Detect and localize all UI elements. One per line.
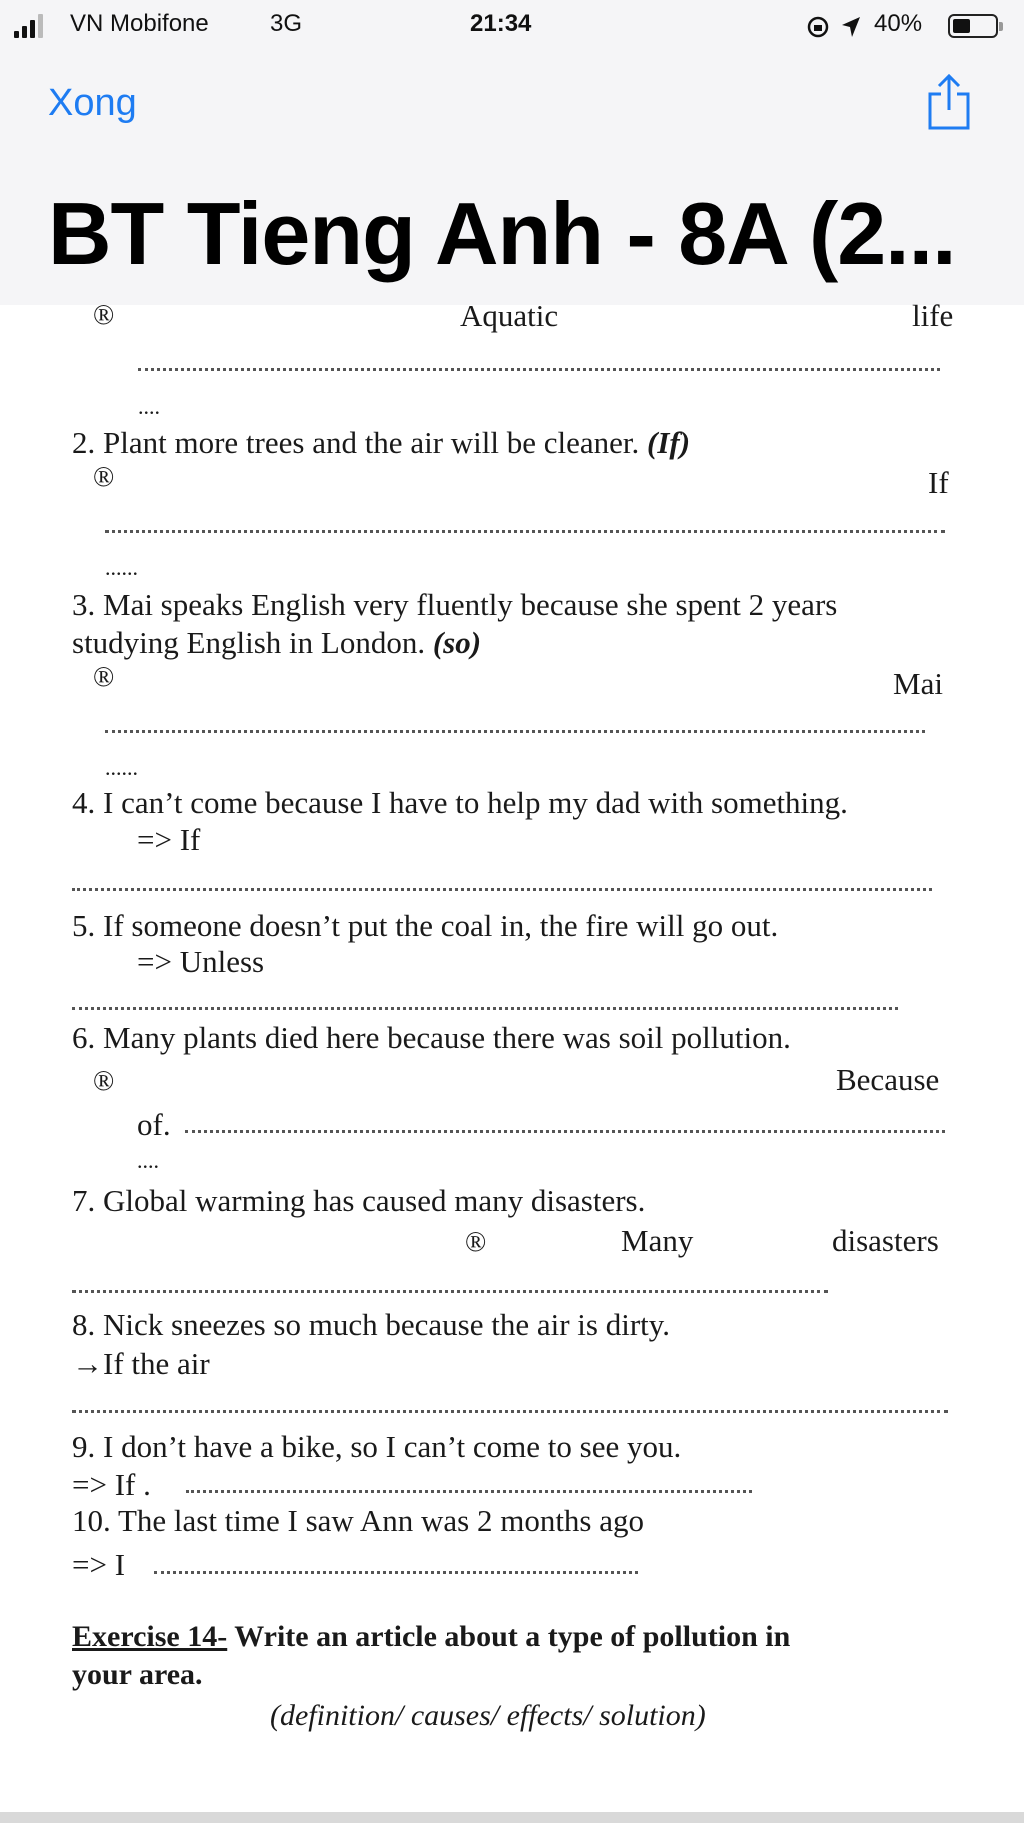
battery-icon [948, 14, 998, 38]
trailing-dots: ...... [105, 555, 138, 580]
battery-percent: 40% [874, 10, 923, 37]
exercise-14-heading: Exercise 14- Write an article about a type of pollution in [72, 1620, 791, 1653]
registered-symbol: ® [93, 662, 115, 693]
network-label: 3G [270, 10, 303, 37]
signal-icon [14, 14, 48, 38]
q6-answer-start: Because [836, 1062, 940, 1097]
question-3-line2: studying English in London. (so) [72, 625, 482, 660]
question-7: 7. Global warming has caused many disasters. [72, 1183, 646, 1218]
answer-line [186, 1490, 752, 1493]
answer-line [105, 730, 925, 733]
q9-answer-start: => If . [72, 1467, 151, 1502]
answer-line [105, 530, 945, 533]
q7-disasters: disasters [832, 1223, 939, 1258]
q3-answer-start: Mai [893, 666, 943, 701]
document-title: BT Tieng Anh - 8A (2... [48, 184, 956, 283]
question-9: 9. I don’t have a bike, so I can’t come to see you. [72, 1429, 682, 1464]
q5-answer-start: => Unless [137, 944, 265, 979]
question-8: 8. Nick sneezes so much because the air is dirty. [72, 1307, 670, 1342]
answer-line [72, 1290, 828, 1293]
q1-word-life: life [912, 298, 954, 333]
answer-line [72, 1007, 898, 1010]
location-icon [840, 15, 862, 39]
answer-line [72, 1410, 948, 1413]
answer-line [185, 1130, 945, 1133]
trailing-dots: .... [138, 394, 160, 419]
question-10: 10. The last time I saw Ann was 2 months ago [72, 1503, 645, 1538]
bottom-divider [0, 1812, 1024, 1823]
question-4: 4. I can’t come because I have to help my dad with something. [72, 785, 848, 820]
answer-line [72, 888, 932, 891]
q1-word-aquatic: Aquatic [460, 298, 559, 333]
registered-symbol: ® [465, 1227, 487, 1258]
question-3-line1: 3. Mai speaks English very fluently because she spent 2 years [72, 587, 838, 622]
q6-of: of. [137, 1107, 171, 1142]
trailing-dots: .... [137, 1148, 159, 1173]
registered-symbol: ® [93, 1066, 115, 1097]
registered-symbol: ® [93, 462, 115, 493]
q4-answer-start: => If [137, 822, 201, 857]
done-button[interactable]: Xong [48, 82, 137, 124]
exercise-14-hint: (definition/ causes/ effects/ solution) [270, 1699, 706, 1732]
registered-symbol: ® [93, 300, 115, 331]
rotation-lock-icon [806, 15, 830, 39]
exercise-14-heading-line2: your area. [72, 1658, 203, 1691]
carrier-label: VN Mobifone [70, 10, 209, 37]
clock: 21:34 [470, 10, 532, 37]
answer-line [138, 368, 940, 371]
question-6: 6. Many plants died here because there was soil pollution. [72, 1020, 791, 1055]
share-icon[interactable] [926, 72, 972, 132]
answer-line [154, 1571, 638, 1574]
question-2: 2. Plant more trees and the air will be cleaner. (If) [72, 425, 691, 460]
q8-answer-start: →If the air [72, 1346, 210, 1381]
q10-answer-start: => I [72, 1547, 126, 1582]
q7-many: Many [621, 1223, 694, 1258]
trailing-dots: ...... [105, 755, 138, 780]
question-5: 5. If someone doesn’t put the coal in, the fire will go out. [72, 908, 779, 943]
q2-answer-start: If [928, 465, 949, 500]
